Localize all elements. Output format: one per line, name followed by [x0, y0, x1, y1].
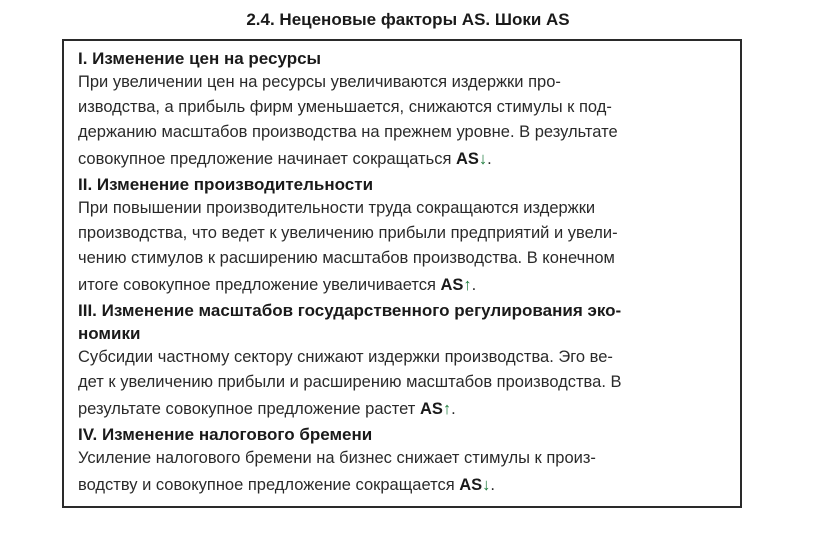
paragraph-text: водству и совокупное предложение сокращается [78, 476, 460, 494]
section-heading: I. Изменение цен на ресурсы [78, 49, 322, 68]
paragraph-line: производства, что ведет к увеличению прибыли предприятий и увели- [78, 224, 618, 242]
section-resource-prices [78, 47, 730, 173]
arrow-down-icon: ↓ [478, 150, 488, 168]
page-title: 2.4. Неценовые факторы AS. Шоки AS [246, 10, 570, 29]
arrow-down-icon: ↓ [482, 476, 491, 494]
paragraph-text: результате совокупное предложение растет [78, 400, 420, 418]
as-label: AS [455, 150, 479, 168]
paragraph-line: Субсидии частному сектору снижают издержки производства. Эго ве- [78, 348, 613, 366]
content-box [62, 39, 742, 508]
section-tax-burden [78, 423, 730, 499]
section-heading: IV. Изменение налогового бремени [78, 425, 373, 444]
paragraph-line: дет к увеличению прибыли и расширению масштабов производства. В [78, 373, 622, 391]
paragraph-last-line: итоге совокупное предложение увеличивается AS↑. [78, 276, 477, 294]
paragraph-line: При увеличении цен на ресурсы увеличиваются издержки про- [78, 73, 561, 91]
section-heading: II. Изменение производительности [78, 175, 374, 194]
as-label: AS [419, 400, 443, 418]
section-heading-line1: III. Изменение масштабов государственного регулирования эко- [78, 301, 622, 320]
paragraph-text: итоге совокупное предложение увеличивается [78, 276, 441, 294]
paragraph-last-line: совокупное предложение начинает сокращаться AS↓. [78, 150, 492, 168]
paragraph-text: совокупное предложение начинает сокращаться [78, 150, 456, 168]
as-label: AS [459, 476, 483, 494]
arrow-up-icon: ↑ [463, 276, 472, 294]
paragraph-line: чению стимулов к расширению масштабов производства. В конечном [78, 249, 615, 267]
arrow-up-icon: ↑ [442, 400, 452, 418]
as-label: AS [440, 276, 464, 294]
paragraph-line: Усиление налогового бремени на бизнес снижает стимулы к произ- [78, 449, 596, 467]
section-productivity [78, 173, 730, 299]
section-heading-line2: номики [78, 324, 141, 343]
paragraph-line: При повышении производительности труда сокращаются издержки [78, 199, 596, 217]
paragraph-line: держанию масштабов производства на прежнем уровне. В результате [78, 123, 618, 141]
paragraph-line: изводства, а прибыль фирм уменьшается, снижаются стимулы к под- [78, 98, 612, 116]
paragraph-last-line: водству и совокупное предложение сокращается AS↓. [78, 476, 496, 494]
paragraph-last-line: результате совокупное предложение растет AS↑. [78, 400, 456, 418]
section-government-regulation [78, 299, 730, 423]
